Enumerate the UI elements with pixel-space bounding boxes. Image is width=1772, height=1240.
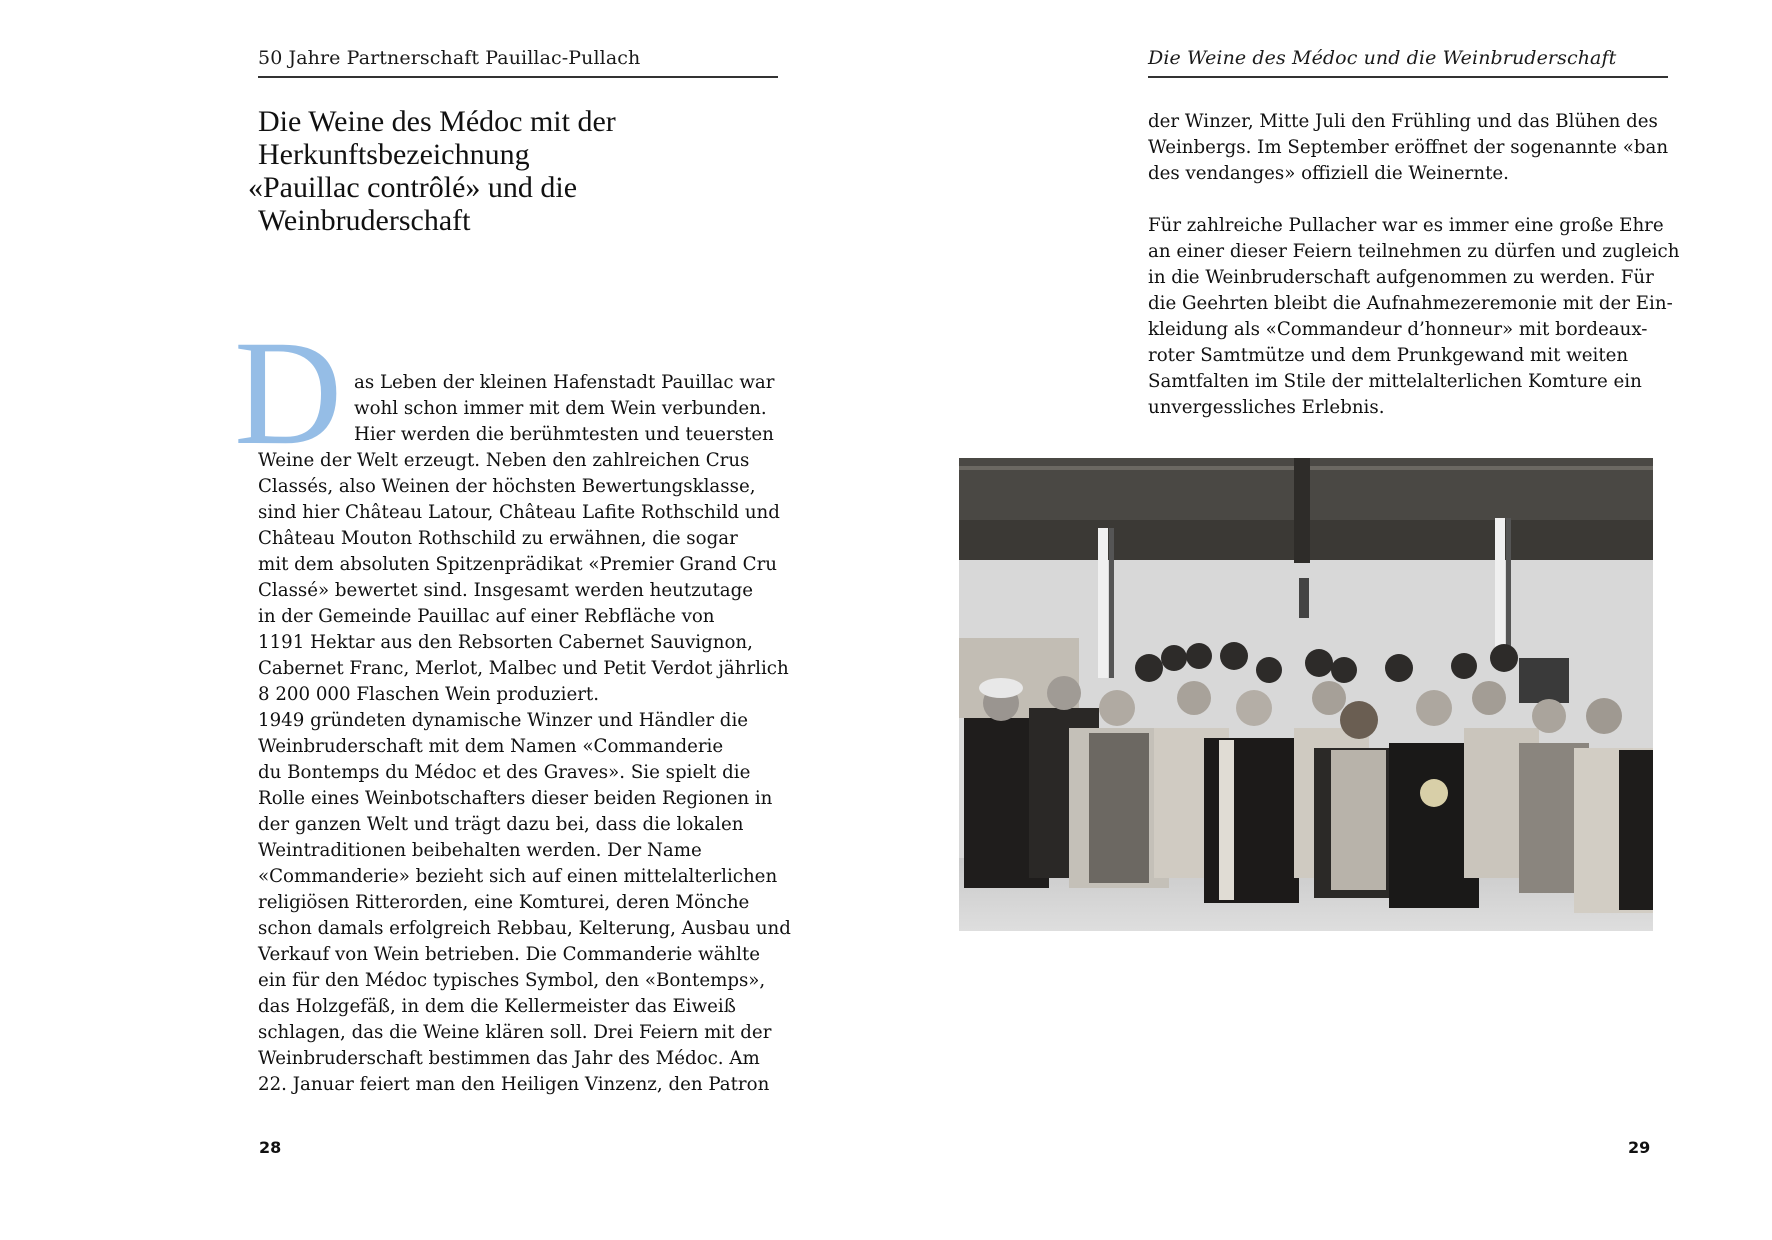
body-line: Samtfalten im Stile der mittelalterlichen Komture ein <box>1148 371 1642 392</box>
body-line: Château Mouton Rothschild zu erwähnen, die sogar <box>258 528 738 549</box>
photo-icon <box>959 458 1653 931</box>
body-line: roter Samtmütze und dem Prunkgewand mit weiten <box>1148 345 1629 366</box>
body-line: der Winzer, Mitte Juli den Frühling und das Blühen des <box>1148 111 1658 132</box>
paragraph-gap <box>1148 187 1688 213</box>
title-line: «Pauillac contrôlé» und die <box>248 171 578 204</box>
body-line: des vendanges» offiziell die Weinernte. <box>1148 163 1509 184</box>
page-number-left: 28 <box>259 1138 282 1157</box>
body-line: du Bontemps du Médoc et des Graves». Sie spielt die <box>258 762 751 783</box>
body-line: Verkauf von Wein betrieben. Die Commanderie wählte <box>258 944 761 965</box>
body-line: Weine der Welt erzeugt. Neben den zahlreichen Crus <box>258 450 750 471</box>
body-line: an einer dieser Feiern teilnehmen zu dürfen und zugleich <box>1148 241 1680 262</box>
body-line: Classé» bewertet sind. Insgesamt werden heutzutage <box>258 580 754 601</box>
chapter-title <box>248 105 778 237</box>
page-number-right: 29 <box>1628 1138 1651 1157</box>
drop-cap: D <box>234 310 343 476</box>
body-text-right <box>1148 109 1688 421</box>
body-line: der ganzen Welt und trägt dazu bei, dass die lokalen <box>258 814 744 835</box>
group-photo <box>959 458 1653 931</box>
body-line: kleidung als «Commandeur d’honneur» mit bordeaux- <box>1148 319 1648 340</box>
body-line: Weinbruderschaft bestimmen das Jahr des Médoc. Am <box>258 1048 760 1069</box>
body-line: wohl schon immer mit dem Wein verbunden. <box>354 398 767 419</box>
body-line: Rolle eines Weinbotschafters dieser beiden Regionen in <box>258 788 773 809</box>
body-line: die Geehrten bleibt die Aufnahmezeremonie mit der Ein- <box>1148 293 1673 314</box>
running-head-right: Die Weine des Médoc und die Weinbruderschaft <box>1148 44 1668 78</box>
body-line: Classés, also Weinen der höchsten Bewertungsklasse, <box>258 476 756 497</box>
title-line: Die Weine des Médoc mit der <box>258 105 616 138</box>
body-text-left <box>258 370 798 1098</box>
body-line: 22. Januar feiert man den Heiligen Vinzenz, den Patron <box>258 1074 770 1095</box>
body-line: Weinbergs. Im September eröffnet der sogenannte «ban <box>1148 137 1669 158</box>
body-line: «Commanderie» bezieht sich auf einen mittelalterlichen <box>258 866 778 887</box>
body-line: schon damals erfolgreich Rebbau, Kelterung, Ausbau und <box>258 918 791 939</box>
body-line: 1949 gründeten dynamische Winzer und Händler die <box>258 710 749 731</box>
body-line: in die Weinbruderschaft aufgenommen zu werden. Für <box>1148 267 1654 288</box>
body-line: Weintraditionen beibehalten werden. Der Name <box>258 840 702 861</box>
body-line: ein für den Médoc typisches Symbol, den «Bontemps», <box>258 970 766 991</box>
title-line: Weinbruderschaft <box>258 204 471 237</box>
body-line: as Leben der kleinen Hafenstadt Pauillac war <box>354 372 775 393</box>
body-line: Für zahlreiche Pullacher war es immer eine große Ehre <box>1148 215 1664 236</box>
body-line: Cabernet Franc, Merlot, Malbec und Petit Verdot jährlich <box>258 658 789 679</box>
body-line: sind hier Château Latour, Château Lafite Rothschild und <box>258 502 780 523</box>
body-line: 8 200 000 Flaschen Wein produziert. <box>258 684 599 705</box>
body-line: schlagen, das die Weine klären soll. Drei Feiern mit der <box>258 1022 772 1043</box>
title-line: Herkunftsbezeichnung <box>258 138 530 171</box>
running-head-left: 50 Jahre Partnerschaft Pauillac-Pullach <box>258 44 778 78</box>
body-line: unvergessliches Erlebnis. <box>1148 397 1385 418</box>
body-line: das Holzgefäß, in dem die Kellermeister das Eiweiß <box>258 996 736 1017</box>
body-line: in der Gemeinde Pauillac auf einer Rebfläche von <box>258 606 715 627</box>
body-line: Hier werden die berühmtesten und teuersten <box>354 424 774 445</box>
body-line: Weinbruderschaft mit dem Namen «Commanderie <box>258 736 724 757</box>
body-line: religiösen Ritterorden, eine Komturei, deren Mönche <box>258 892 750 913</box>
body-line: 1191 Hektar aus den Rebsorten Cabernet Sauvignon, <box>258 632 753 653</box>
body-line: mit dem absoluten Spitzenprädikat «Premier Grand Cru <box>258 554 777 575</box>
